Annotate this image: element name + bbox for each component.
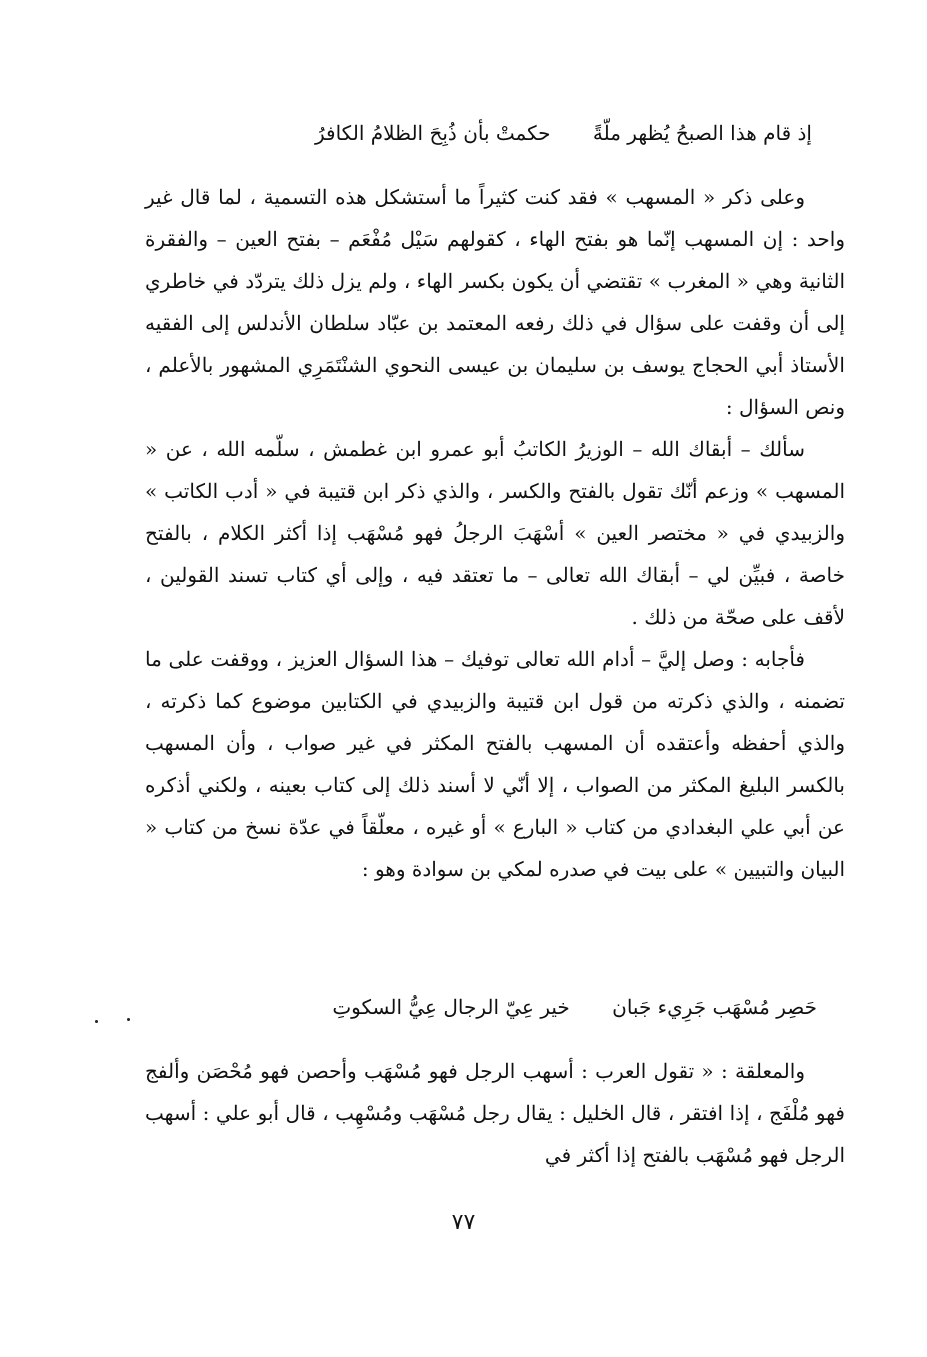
scan-speck <box>95 1020 98 1023</box>
quoted-verse-first-hemistich: حَصِر مُسْهَب جَرِيء جَبان <box>612 995 817 1019</box>
scan-speck <box>127 1018 130 1021</box>
closing-text <box>145 1050 845 1176</box>
verse-second-hemistich: حكمتْ بأن ذُبِحَ الظلامُ الكافرُ <box>314 121 551 145</box>
quoted-verse-second-hemistich: خير عِيّ الرجال عِيُّ السكوتِ <box>332 995 570 1019</box>
verse-first-hemistich: إذ قام هذا الصبحُ يُظهر ملّةً <box>592 121 812 145</box>
paragraph-annotation: والمعلقة : « تقول العرب : أسهب الرجل فهو مُسْهَب وأحصن فهو مُحْصَن وألفج فهو مُلْفَج ، إذا افتقر ، قال الخليل : يقال رجل مُسْهَب ومُسْهِب ، قال أبو علي : أسهب الرجل فهو مُسْهَب بالفتح إذا أكثر في <box>145 1059 845 1167</box>
paragraph-answer: فأجابه : وصل إليَّ – أدام الله تعالى توفيك – هذا السؤال العزيز ، ووقفت على ما تضمنه ، والذي ذكرته من قول ابن قتيبة والزبيدي في الكتابين موضوع كما ذكرته ، والذي أحفظه وأعتقده أن المسهب بالفتح المكثر في غير صواب ، وأن المسهب بالكسر البليغ المكثر من الصواب ، إلا أنّي لا أسند ذلك إلى كتاب بعينه ، ولكني أذكره عن أبي علي البغدادي من كتاب « البارع » أو غيره ، معلّقاً في عدّة نسخ من كتاب « البيان والتبيين » على بيت في صدره لمكي بن سوادة وهو : <box>145 647 846 881</box>
page-number: ٧٧ <box>451 1210 476 1235</box>
paragraph-musahab-discussion: وعلى ذكر « المسهب » فقد كنت كثيراً ما أستشكل هذه التسمية ، لما قال غير واحد : إن المسهب إنّما هو بفتح الهاء ، كقولهم سَيْل مُفْعَم – بفتح العين – والفقرة الثانية وهي « المغرب » تقتضي أن يكون بكسر الهاء ، ولم يزل ذلك يتردّد في خاطري إلى أن وقفت على سؤال في ذلك رفعه المعتمد بن عبّاد سلطان الأندلس إلى الفقيه الأستاذ أبي الحجاج يوسف بن سليمان بن عيسى النحوي الشنْتَمَرِي المشهور بالأعلم ، ونص السؤال : <box>145 185 845 419</box>
quoted-verse <box>332 992 817 1022</box>
opening-verse <box>315 118 812 148</box>
main-text <box>145 176 845 890</box>
paragraph-question: سألك – أبقاك الله – الوزيرُ الكاتبُ أبو عمرو ابن غطمش ، سلّمه الله ، عن « المسهب » وزعم أنّك تقول بالفتح والكسر ، والذي ذكر ابن قتيبة في « أدب الكاتب » والزبيدي في « مختصر العين » أسْهَبَ الرجلُ فهو مُسْهَب إذا أكثر الكلام ، بالفتح خاصة ، فبيِّن لي – أبقاك الله تعالى – ما تعتقد فيه ، وإلى أي كتاب تسند القولين ، لأقف على صحّة من ذلك . <box>145 437 845 629</box>
